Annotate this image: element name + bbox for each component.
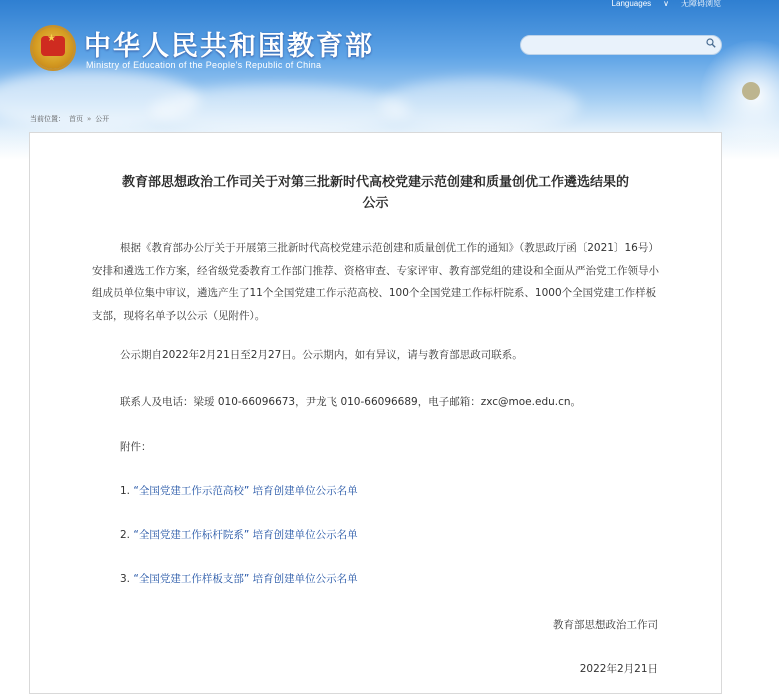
cloud-decoration <box>150 85 410 135</box>
breadcrumb-prefix: 当前位置： <box>30 115 65 123</box>
attachment-link[interactable]: “全国党建工作样板支部” <box>133 573 250 585</box>
top-links <box>612 0 721 9</box>
chevron-down-icon[interactable]: ∨ <box>663 0 669 8</box>
site-subtitle: Ministry of Education of the People's Republic of China <box>86 60 322 70</box>
breadcrumb-separator: » <box>87 115 92 123</box>
article-paragraph: 根据《教育部办公厅关于开展第三批新时代高校党建示范创建和质量创优工作的通知》（教思政厅函〔2021〕16号）安排和遴选工作方案，经省级党委教育工作部门推荐、资格审查、专家评审、教育部党组的建设和全面从严治党工作领导小组成员单位集中审议，遴选产生了11个全国党建工作示范高校、100个全国党建工作标杆院系、1000个全国党建工作样板支部，现将名单予以公示（见附件）。 <box>92 242 659 322</box>
attachment-number: 1. <box>120 485 131 497</box>
site-title[interactable]: 中华人民共和国教育部 <box>84 31 374 62</box>
attachment-link[interactable]: “全国党建工作示范高校” <box>133 485 250 497</box>
contact-info: 联系人及电话：梁瑷 010-66096673，尹龙飞 010-66096689，电子邮箱：zxc@moe.edu.cn。 <box>120 396 582 408</box>
attachment-item <box>120 527 358 543</box>
attachment-item <box>120 571 358 587</box>
accessibility-link[interactable]: 无障碍浏览 <box>681 0 721 8</box>
signature: 教育部思想政治工作司 <box>553 619 658 631</box>
breadcrumb <box>30 114 109 124</box>
search-icon[interactable] <box>706 38 716 48</box>
attachments-label: 附件： <box>120 441 152 453</box>
cloud-decoration <box>380 78 580 133</box>
search-input[interactable] <box>520 35 722 55</box>
article-title: 教育部思想政治工作司关于对第三批新时代高校党建示范创建和质量创优工作遴选结果的 <box>121 175 629 190</box>
article-title-2: 公示 <box>362 196 389 211</box>
attachment-number: 2. <box>120 529 131 541</box>
publicity-period: 公示期自2022年2月21日至2月27日。公示期内，如有异议，请与教育部思政司联系。 <box>120 349 523 361</box>
article-panel <box>29 132 722 694</box>
dandelion-core <box>742 82 760 100</box>
emblem-star-icon: ★ <box>47 33 56 44</box>
languages-link[interactable]: Languages <box>611 0 652 8</box>
attachment-link-rest[interactable]: 培育创建单位公示名单 <box>252 529 358 541</box>
attachment-number: 3. <box>120 573 131 585</box>
publish-date: 2022年2月21日 <box>579 663 658 675</box>
attachment-link-rest[interactable]: 培育创建单位公示名单 <box>252 485 358 497</box>
breadcrumb-current[interactable]: 公开 <box>95 115 110 123</box>
attachment-link[interactable]: “全国党建工作标杆院系” <box>133 529 250 541</box>
national-emblem-icon[interactable] <box>32 27 74 69</box>
attachment-item <box>120 483 358 499</box>
attachment-link-rest[interactable]: 培育创建单位公示名单 <box>252 573 358 585</box>
breadcrumb-home[interactable]: 首页 <box>69 115 83 123</box>
